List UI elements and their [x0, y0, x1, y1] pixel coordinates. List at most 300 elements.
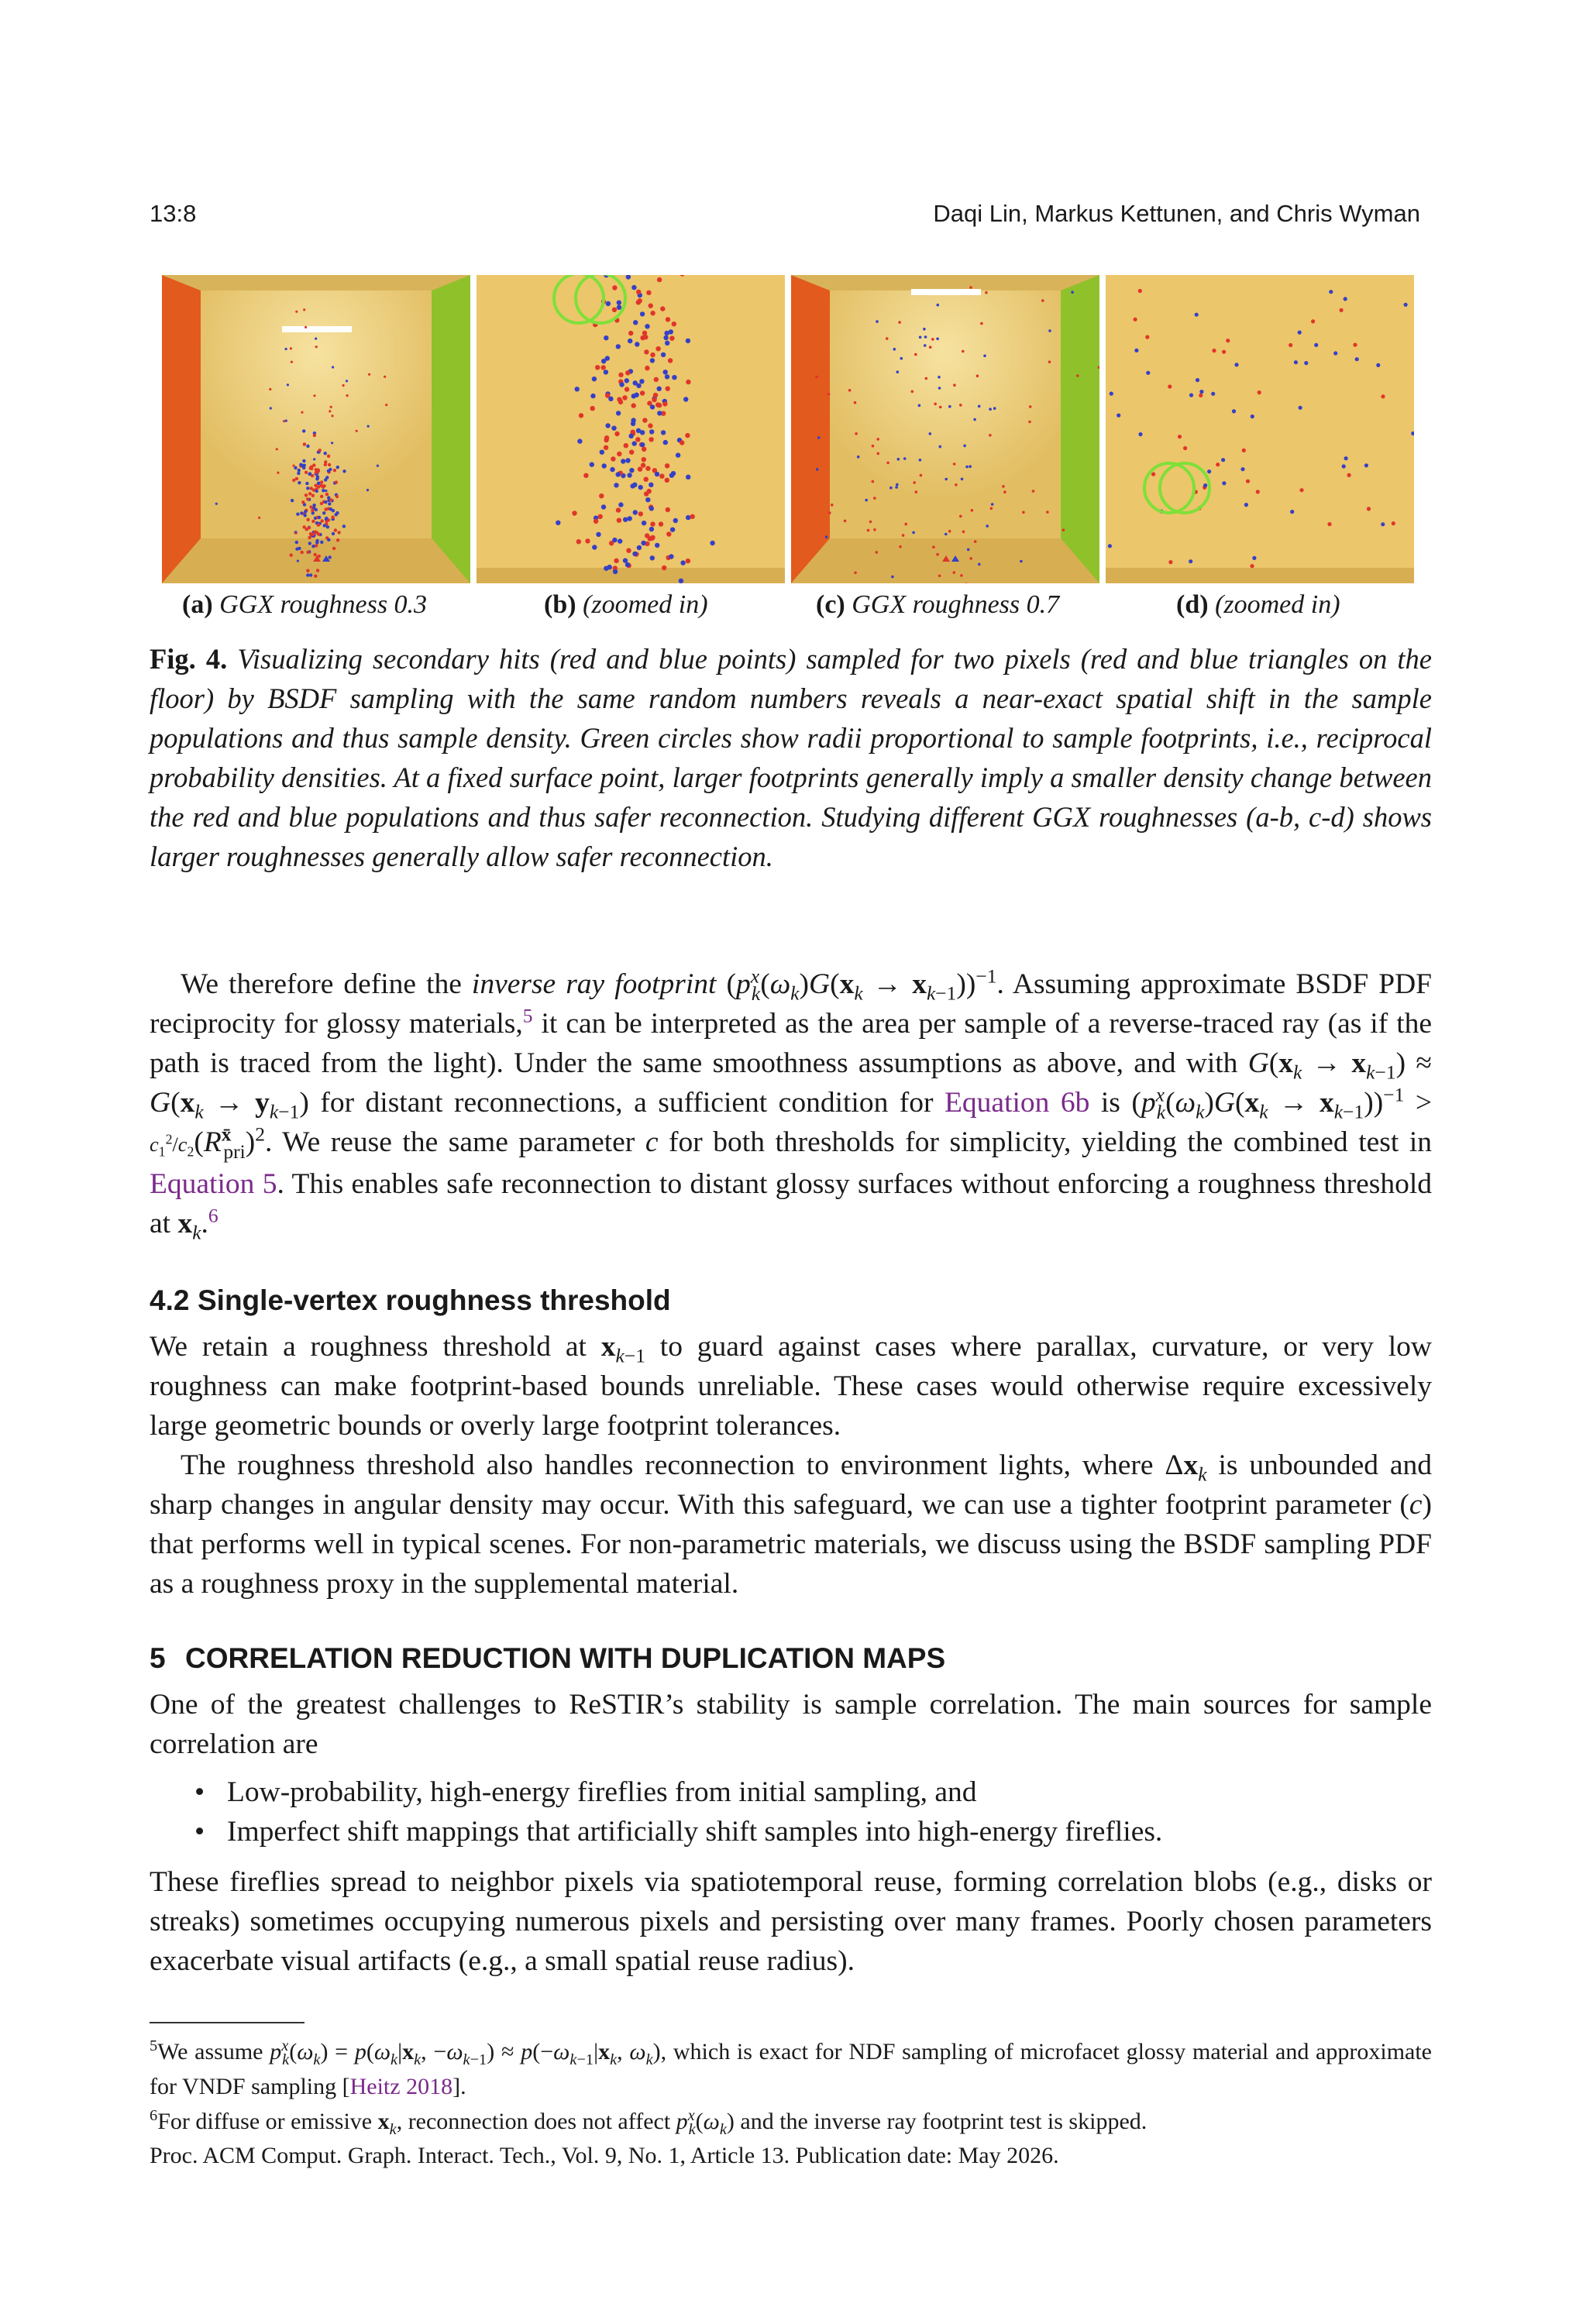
sample-point	[640, 390, 645, 395]
sample-point	[318, 449, 322, 452]
sample-point	[816, 468, 819, 471]
sample-point	[617, 301, 621, 305]
sample-point	[356, 430, 358, 432]
sample-point	[1048, 329, 1051, 332]
sample-point	[306, 551, 309, 554]
sample-point	[619, 382, 624, 387]
sample-point	[628, 434, 633, 438]
sample-point	[306, 486, 309, 490]
sample-point	[1117, 414, 1120, 418]
footnote-5: $^5$We assume $p^x_k(\omega_k) = p(\omega_k|x_k$, $-\omega_{k-1}) \approx p(-\omega_{k-1}|x_k$, $\omega_k$), which is exact for NDF sampling of microfacet glossy material and approximate for VNDF sampling [Heitz 2018].	[150, 2037, 1432, 2099]
sample-point	[663, 440, 668, 445]
sample-point	[326, 525, 329, 528]
sample-point	[312, 504, 315, 507]
sample-point	[618, 538, 622, 543]
sample-point	[300, 511, 303, 514]
sample-point	[590, 462, 594, 467]
sample-point	[605, 356, 610, 360]
sample-point	[325, 517, 328, 520]
figure-4	[162, 275, 1425, 586]
sample-point	[640, 311, 645, 316]
sample-point	[629, 468, 634, 473]
sample-point	[673, 518, 678, 523]
sample-point	[1355, 357, 1359, 361]
sample-point	[648, 423, 652, 428]
sample-point	[959, 515, 962, 518]
section-4-2-heading: 4.2 Single-vertex roughness threshold	[150, 1284, 671, 1316]
sample-point	[311, 533, 315, 536]
sample-point	[309, 505, 312, 508]
sample-point	[636, 300, 641, 304]
sample-point	[629, 450, 634, 455]
sample-point	[1199, 394, 1203, 397]
sample-point	[611, 456, 615, 461]
sample-point	[919, 459, 922, 462]
sample-point	[322, 511, 325, 514]
sample-point	[305, 326, 307, 328]
sample-point	[635, 437, 640, 442]
sample-point	[1258, 390, 1261, 394]
panel-d-image	[1106, 275, 1414, 583]
sample-point	[649, 483, 653, 487]
sample-point	[304, 510, 307, 513]
sample-point	[298, 481, 301, 484]
sample-point	[900, 357, 903, 360]
author-line: Daqi Lin, Markus Kettunen, and Chris Wyman	[933, 200, 1420, 227]
sample-point	[657, 277, 662, 282]
sample-point	[294, 532, 297, 535]
sample-point	[599, 493, 604, 498]
sample-point	[960, 574, 963, 577]
sample-point	[989, 434, 992, 437]
sample-point	[614, 559, 618, 563]
sample-point	[623, 558, 628, 562]
left-wall	[162, 275, 201, 583]
sample-point	[311, 545, 315, 548]
sample-point	[939, 406, 942, 409]
sample-point	[985, 291, 988, 294]
sample-point	[925, 377, 928, 380]
sample-point	[290, 347, 292, 349]
sample-point	[974, 540, 977, 543]
sample-point	[367, 425, 370, 428]
sample-point	[327, 469, 330, 473]
sample-point	[1168, 560, 1172, 564]
sample-point	[986, 524, 989, 528]
sample-point	[617, 397, 621, 402]
sample-point	[1298, 331, 1302, 335]
sample-point	[598, 514, 603, 519]
sample-point	[1216, 462, 1220, 466]
sample-point	[329, 555, 332, 559]
sample-point	[306, 518, 309, 521]
sample-point	[308, 492, 311, 495]
sample-point	[893, 348, 896, 351]
sample-point	[686, 339, 690, 343]
sample-point	[924, 335, 927, 339]
equation-5-link[interactable]: Equation 5	[150, 1168, 277, 1200]
sample-point	[377, 465, 379, 467]
sample-point	[583, 473, 588, 478]
sample-point	[938, 387, 941, 390]
sample-point	[1289, 343, 1292, 347]
correlation-sources-list	[190, 1772, 1430, 1851]
sample-point	[310, 467, 313, 470]
sample-point	[1221, 458, 1225, 462]
sample-point	[291, 499, 294, 502]
sample-point	[662, 401, 667, 406]
sample-point	[969, 286, 972, 289]
sample-point	[303, 464, 306, 467]
paragraph-fireflies: These fireflies spread to neighbor pixels via spatiotemporal reuse, forming correlation blobs (e.g., disks or streaks) sometimes occupying numerous pixels and persisting over many frames. Poorly chosen parameters exacerbate visual artifacts (e.g., a small spatial reuse radius).	[150, 1866, 1432, 1977]
sample-point	[1071, 290, 1074, 294]
sample-point	[621, 459, 625, 463]
sample-point	[624, 443, 628, 448]
sample-point	[663, 370, 668, 374]
sample-point	[602, 463, 607, 468]
sample-point	[672, 375, 676, 380]
sample-point	[662, 566, 666, 570]
sample-point	[313, 394, 315, 397]
sample-point	[622, 395, 627, 400]
sample-point	[595, 365, 600, 370]
sample-point	[277, 472, 279, 474]
sample-point	[592, 545, 597, 549]
sample-point	[335, 480, 338, 483]
sample-point	[647, 489, 652, 493]
sample-point	[831, 504, 834, 507]
sample-point	[1189, 394, 1193, 397]
subcaption-b: (b) (zoomed in)	[544, 590, 708, 619]
sample-point	[710, 541, 714, 545]
sample-point	[612, 308, 617, 312]
figure-caption-text: Visualizing secondary hits (red and blue points) sampled for two pixels (red and blue triangles on the floor) by BSDF sampling with the same random numbers reveals a near-exact spatial shift in the sample populations and thus sample density. Green circles show radii proportional to sample footprints, i.e., reciprocal probability densities. At a fixed surface point, larger footprints generally imply a smaller density change between the red and blue populations and thus safer reconnection. Studying different GGX roughnesses (a-b, c-d) shows larger roughnesses generally allow safer reconnection.	[150, 643, 1432, 872]
sample-point	[346, 380, 348, 382]
sample-point	[269, 388, 271, 390]
sample-point	[297, 472, 300, 475]
footnote-ref-6[interactable]: 6	[208, 1204, 218, 1227]
sample-point	[633, 320, 638, 325]
sample-point	[915, 490, 918, 493]
right-wall	[432, 275, 470, 583]
paragraph-inverse-footprint: We therefore define the inverse ray footprint $(p^x_k(\omega_k)G(x_k \to x_{k-1}))^{-1}$. Assuming approximate BSDF PDF reciprocity for glossy materials,$^5$ it can be interpreted as the area per sample of a reverse-traced ray (as if the path is traced from the light). Under the same smoothness assumptions as above, and with $G(x_k \to x_{k-1}) \approx G(x_k \to y_{k-1})$ for distant reconnections, a sufficient condition for Equation 6b is $(p^x_k(\omega_k)G(x_k \to x_{k-1}))^{-1} > c_1^2/c_2(R^{x̄}_{pri})^2$. We reuse the same parameter c for both thresholds for simplicity, yielding the combined test in Equation 5. This enables safe reconnection to distant glossy surfaces without enforcing a roughness threshold at $x_k.^6$	[150, 964, 1433, 1244]
sample-point	[641, 462, 645, 467]
sample-point	[324, 507, 327, 511]
sample-point	[680, 560, 685, 565]
footnote-rule	[150, 2022, 305, 2023]
sample-point	[328, 502, 331, 505]
sample-point	[291, 361, 293, 363]
sample-point	[1151, 473, 1155, 476]
sample-point	[1376, 363, 1380, 367]
sample-point	[671, 471, 676, 476]
sample-point	[869, 521, 872, 524]
sample-point	[604, 438, 608, 442]
panel-c-image	[791, 275, 1099, 583]
sample-point	[899, 545, 902, 548]
sample-point	[638, 511, 643, 516]
sample-point	[642, 447, 646, 452]
sample-point	[976, 375, 979, 378]
sample-point	[332, 547, 335, 550]
sample-point	[329, 498, 332, 501]
sample-point	[665, 463, 669, 468]
sample-point	[596, 532, 600, 537]
sample-point	[650, 521, 655, 526]
sample-point	[1178, 435, 1182, 438]
sample-point	[1048, 360, 1051, 363]
sample-point	[655, 402, 660, 407]
sample-point	[1244, 503, 1248, 507]
sample-point	[644, 477, 649, 482]
sample-point	[556, 521, 560, 525]
paragraph-correlation-intro: One of the greatest challenges to ReSTIR’s stability is sample correlation. The main sources for sample correlation are	[150, 1689, 1432, 1760]
sample-point	[295, 541, 298, 544]
sample-point	[929, 346, 932, 349]
sample-point	[604, 335, 608, 340]
sample-point	[303, 525, 306, 528]
sample-point	[314, 484, 317, 487]
sample-point	[1138, 432, 1142, 436]
sample-point	[342, 469, 346, 473]
sample-point	[1195, 313, 1199, 317]
sample-point	[679, 579, 683, 583]
sample-point	[1294, 360, 1298, 364]
page-ref: 13:8	[150, 200, 197, 227]
sample-point	[321, 519, 324, 522]
sample-point	[1347, 473, 1351, 477]
sample-point	[993, 407, 996, 410]
sample-point	[616, 344, 621, 349]
sample-point	[1046, 511, 1049, 514]
sample-point	[311, 509, 314, 512]
sample-point	[301, 411, 303, 414]
sample-point	[324, 460, 327, 463]
sample-point	[330, 406, 332, 408]
sample-point	[366, 489, 369, 491]
sample-point	[686, 559, 690, 563]
sample-point	[825, 535, 828, 538]
sample-point	[902, 534, 905, 537]
sample-point	[1022, 511, 1025, 514]
sample-point	[1304, 361, 1308, 365]
sample-point	[258, 517, 260, 519]
sample-point	[285, 348, 287, 350]
sample-point	[948, 530, 951, 533]
sample-point	[1404, 303, 1408, 307]
running-header	[150, 198, 1420, 229]
sample-point	[314, 553, 317, 556]
sample-point	[978, 405, 981, 408]
section-5-heading: 5 CORRELATION REDUCTION WITH DUPLICATION MAPS	[150, 1642, 946, 1674]
sample-point	[877, 452, 880, 456]
sample-point	[590, 394, 595, 398]
sample-point	[317, 524, 320, 527]
sample-point	[649, 437, 653, 442]
sample-point	[327, 455, 330, 458]
sample-point	[320, 541, 323, 544]
sample-point	[978, 563, 981, 566]
back-wall	[477, 275, 785, 568]
sample-point	[676, 452, 680, 457]
sample-point	[1145, 335, 1149, 339]
sample-point	[368, 373, 370, 376]
sample-point	[1189, 559, 1192, 563]
sample-point	[604, 445, 608, 450]
running-footer: Proc. ACM Comput. Graph. Interact. Tech., Vol. 9, No. 1, Article 13. Publication date: May 2026.	[150, 2143, 1059, 2168]
sample-point	[645, 466, 650, 471]
footnotes	[150, 2034, 1432, 2139]
sample-point	[1212, 349, 1216, 352]
sample-point	[645, 497, 650, 502]
sample-point	[931, 338, 934, 341]
sample-point	[337, 531, 340, 534]
sample-point	[313, 434, 316, 437]
zoomed-render-b	[477, 275, 785, 583]
subcaption-c: (c) GGX roughness 0.7	[816, 590, 1060, 619]
footnote-ref-5[interactable]: 5	[522, 1004, 533, 1027]
sample-point	[625, 370, 630, 375]
sample-point	[670, 528, 675, 532]
subcaption-d: (d) (zoomed in)	[1176, 590, 1340, 619]
sample-point	[607, 565, 612, 569]
sample-point	[635, 342, 639, 346]
sample-point	[308, 541, 311, 545]
sample-point	[313, 458, 315, 460]
equation-6b-link[interactable]: Equation 6b	[944, 1087, 1090, 1119]
sample-point	[315, 346, 318, 348]
sample-point	[292, 465, 294, 467]
sample-point	[936, 338, 939, 341]
sample-point	[644, 349, 649, 354]
sample-point	[1364, 463, 1368, 467]
sample-point	[287, 383, 289, 386]
sample-point	[897, 458, 900, 461]
sample-point	[335, 495, 339, 498]
sample-point	[686, 380, 690, 384]
sample-point	[616, 411, 621, 415]
sample-point	[944, 533, 948, 536]
sample-point	[1003, 490, 1006, 493]
sample-point	[895, 486, 898, 489]
sample-point	[686, 475, 690, 480]
sample-point	[855, 432, 858, 435]
sample-point	[292, 479, 295, 482]
sample-point	[611, 426, 616, 431]
sample-point	[918, 404, 921, 407]
sample-point	[631, 394, 636, 398]
sample-point	[590, 406, 595, 411]
sample-point	[328, 463, 331, 466]
sample-point	[889, 486, 893, 490]
sample-point	[312, 463, 315, 466]
sample-point	[1222, 350, 1226, 354]
sample-point	[1250, 564, 1254, 568]
sample-point	[1146, 371, 1150, 375]
sample-point	[937, 304, 940, 307]
sample-point	[669, 554, 673, 559]
sample-point	[1333, 351, 1337, 355]
sample-point	[886, 462, 889, 465]
sample-point	[298, 469, 301, 472]
sample-point	[315, 539, 318, 542]
sample-point	[625, 378, 629, 383]
sample-point	[1134, 318, 1137, 321]
sample-point	[642, 331, 647, 335]
citation-heitz-2018[interactable]: Heitz 2018	[349, 2074, 453, 2099]
sample-point	[1234, 363, 1238, 366]
sample-point	[576, 539, 581, 544]
sample-point	[332, 366, 334, 368]
sample-point	[912, 531, 915, 535]
sample-point	[333, 469, 336, 472]
sample-point	[817, 436, 821, 439]
sample-point	[616, 472, 621, 476]
sample-point	[914, 353, 917, 356]
sample-point	[666, 317, 670, 321]
sample-point	[932, 545, 935, 548]
sample-point	[642, 457, 646, 462]
ceiling-light	[911, 289, 981, 295]
sample-point	[384, 376, 386, 378]
sample-point	[215, 503, 218, 505]
sample-point	[301, 500, 305, 504]
sample-point	[666, 387, 670, 391]
sample-point	[938, 376, 941, 379]
sample-point	[1041, 299, 1044, 302]
sample-point	[898, 321, 901, 324]
sample-point	[990, 507, 993, 511]
sample-point	[385, 404, 387, 406]
sample-point	[1353, 343, 1357, 347]
list-item: • Low-probability, high-energy fireflies from initial sampling, and	[190, 1772, 1430, 1812]
sample-point	[903, 457, 907, 460]
sample-point	[848, 389, 852, 392]
sample-point	[854, 401, 857, 404]
sample-point	[335, 511, 339, 514]
sample-point	[336, 466, 339, 469]
sample-point	[672, 321, 676, 326]
sample-point	[896, 483, 899, 486]
sample-point	[683, 397, 688, 401]
sample-point	[614, 483, 618, 487]
sample-point	[617, 305, 621, 310]
sample-point	[270, 407, 272, 409]
list-item: • Imperfect shift mappings that artificially shift samples into high-energy fireflies.	[190, 1812, 1430, 1851]
sample-point	[342, 384, 345, 387]
sample-point	[665, 374, 669, 379]
sample-point	[649, 506, 654, 511]
sample-point	[872, 480, 875, 483]
sample-point	[1134, 349, 1138, 352]
sample-point	[645, 324, 649, 328]
sample-point	[632, 441, 637, 445]
sample-point	[320, 484, 323, 487]
sample-point	[661, 430, 666, 435]
sample-point	[628, 516, 632, 521]
sample-point	[618, 373, 623, 377]
sample-point	[923, 328, 926, 331]
sample-point	[630, 483, 635, 488]
sample-point	[904, 523, 907, 526]
sample-point	[660, 306, 665, 311]
sample-point	[911, 390, 914, 394]
panel-a-image	[162, 275, 470, 583]
sample-point	[616, 507, 621, 512]
sample-point	[327, 538, 330, 541]
sample-point	[302, 459, 305, 462]
sample-point	[636, 290, 641, 294]
